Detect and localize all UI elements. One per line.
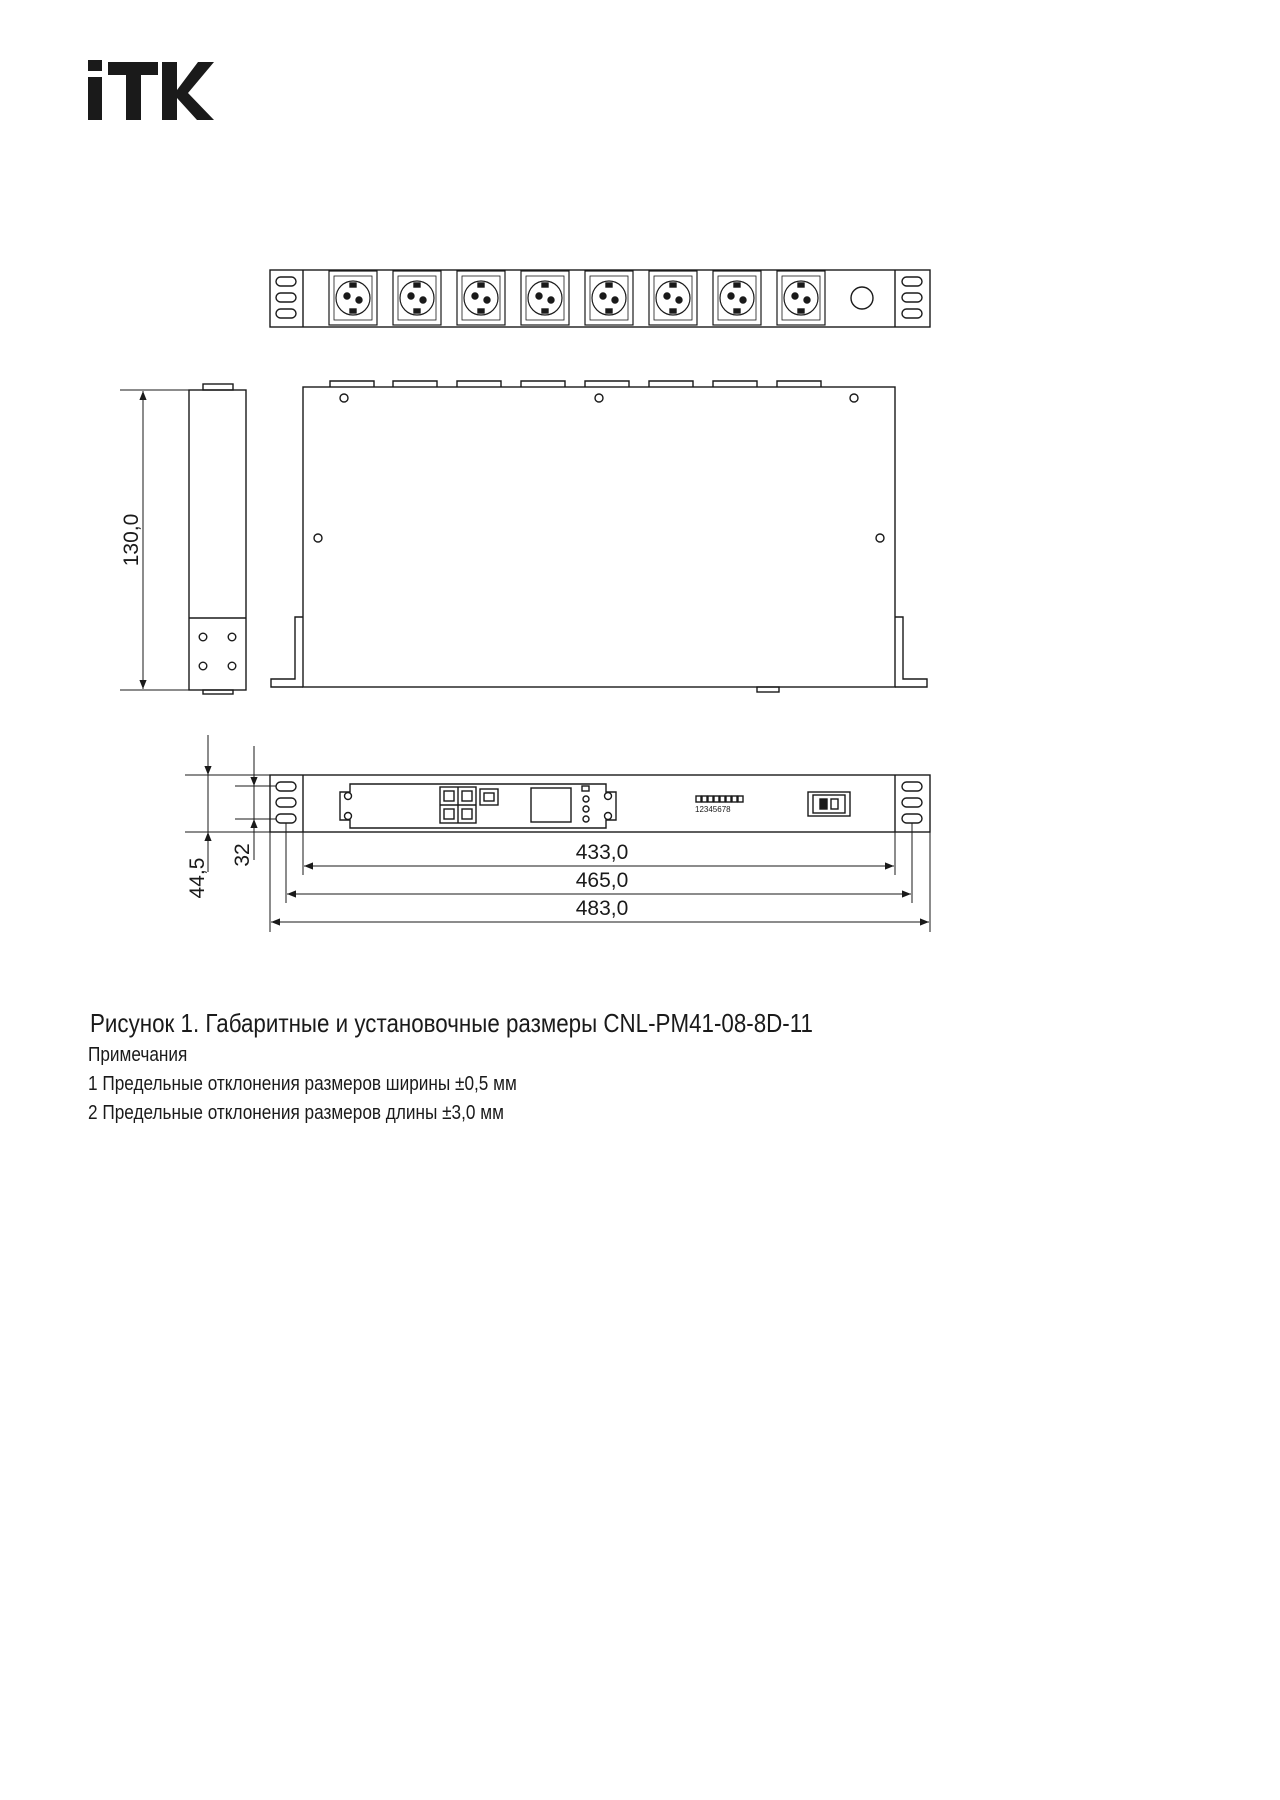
dim-width-inner-label: 433,0 [575, 841, 629, 864]
dim-width-total-label: 483,0 [575, 897, 629, 920]
notes-title: Примечания [88, 1044, 188, 1066]
plan-view [271, 381, 927, 692]
dip-switch-label: 12345678 [695, 805, 731, 814]
figure-caption: Рисунок 1. Габаритные и установочные размеры CNL-PM41-08-8D-11 [90, 1008, 813, 1038]
dim-hole-spacing-label: 32 [231, 843, 254, 867]
rear-view [270, 775, 930, 832]
dim-unit-height-label: 44,5 [186, 857, 209, 899]
side-view [189, 384, 246, 694]
note-item: 2 Предельные отклонения размеров длины ±3,0 мм [88, 1102, 504, 1124]
note-item: 1 Предельные отклонения размеров ширины ±0,5 мм [88, 1073, 517, 1095]
dim-width-mount-label: 465,0 [575, 869, 629, 892]
front-view-outlets [270, 270, 930, 327]
dim-height-label: 130,0 [120, 513, 143, 567]
